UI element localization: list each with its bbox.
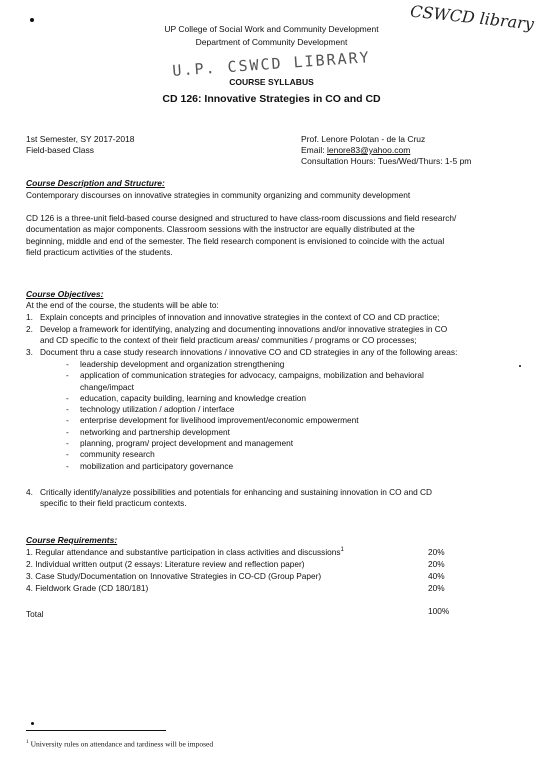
description-paragraph	[26, 213, 522, 258]
handwritten-note: CSWCD library	[409, 1, 535, 34]
semester: 1st Semester, SY 2017-2018	[26, 134, 135, 144]
list-item: - mobilization and participatory governance	[66, 461, 506, 472]
footnote-divider	[26, 730, 166, 731]
list-item: - leadership development and organization strengthening	[66, 359, 506, 370]
area-text: networking and partnership development	[80, 426, 230, 437]
footnote-number: 1	[26, 739, 29, 745]
objective-text: Develop a framework for identifying, analyzing and documenting innovations and/or innovative strategies in CO	[40, 324, 448, 334]
objective-number: 2.	[26, 324, 33, 334]
objectives-heading: Course Objectives:	[26, 289, 104, 299]
objective-number: 1.	[26, 312, 33, 322]
description-line: Contemporary discourses on innovative strategies in community organizing and community development	[26, 190, 411, 200]
professor-name: Prof. Lenore Polotan - de la Cruz	[301, 134, 426, 144]
requirement-label: 1. Regular attendance and substantive participation in class activities and discussions$^1$	[26, 547, 344, 557]
objective-text: Critically identify/analyze possibilities and potentials for enhancing and sustaining innovation in CO and CD	[40, 487, 433, 497]
requirement-percent: 20%	[428, 583, 445, 593]
college-name: UP College of Social Work and Community Development	[164, 24, 379, 34]
syllabus-label: COURSE SYLLABUS	[229, 77, 314, 87]
footnote-text: University rules on attendance and tardiness will be imposed	[30, 739, 214, 749]
description-paragraph-line: beginning, middle and end of the semester. The field research component is envisioned to coincide with the actual	[26, 235, 445, 246]
description-heading: Course Description and Structure:	[26, 178, 165, 188]
course-title: CD 126: Innovative Strategies in CO and CD	[162, 93, 381, 105]
scan-speck	[519, 365, 521, 367]
area-text: application of communication strategies for advocacy, campaigns, mobilization and behavioral	[80, 370, 424, 381]
objective-text: specific to their field practicum contexts.	[40, 498, 187, 509]
description-paragraph-line: documentation as major components. Classroom sessions with the instructor are equally distributed at the	[26, 224, 415, 235]
objective-number: 4.	[26, 487, 33, 497]
scan-speck	[31, 722, 34, 725]
footnote-ref: 1	[340, 547, 344, 554]
list-item: - community research	[66, 449, 506, 460]
objective-number: 3.	[26, 347, 33, 357]
area-text: community research	[80, 449, 155, 460]
area-text: change/impact	[80, 381, 134, 392]
total-percent: 100%	[428, 606, 450, 616]
area-text: leadership development and organization strengthening	[80, 359, 285, 369]
area-text: technology utilization / adoption / interface	[80, 404, 235, 415]
consultation-hours: Consultation Hours: Tues/Wed/Thurs: 1-5 pm	[301, 156, 472, 166]
objective-item	[26, 324, 526, 347]
class-type: Field-based Class	[26, 145, 95, 155]
list-item: - planning, program/ project development and management	[66, 438, 506, 449]
list-item: - application of communication strategies for advocacy, campaigns, mobilization and behavioral change/impact	[66, 370, 506, 393]
requirement-percent: 20%	[428, 547, 445, 557]
objective-item	[26, 312, 526, 323]
list-item: - education, capacity building, learning and knowledge creation	[66, 393, 506, 404]
requirement-percent: 40%	[428, 571, 445, 581]
email-line	[301, 145, 410, 157]
objective-item	[26, 487, 526, 510]
area-text: planning, program/ project development and management	[80, 438, 294, 449]
list-item: - networking and partnership development	[66, 427, 506, 438]
library-stamp: U.P. CSWCD LIBRARY	[171, 48, 372, 80]
description-paragraph-line: CD 126 is a three-unit field-based course designed and structured to have class-room discussions and field research/	[26, 213, 457, 223]
area-text: education, capacity building, learning and knowledge creation	[80, 392, 307, 403]
objective-text: Document thru a case study research innovations / innovative CO and CD strategies in any of the following areas:	[40, 347, 458, 357]
requirement-label: 4. Fieldwork Grade (CD 180/181)	[26, 583, 149, 593]
requirement-label: 2. Individual written output (2 essays: Literature review and reflection paper)	[26, 559, 305, 569]
description-paragraph-line: field practicum activities of the students.	[26, 246, 173, 257]
objective-areas-list	[66, 359, 506, 472]
footnote	[26, 739, 213, 749]
requirement-label: 3. Case Study/Documentation on Innovative Strategies in CO-CD (Group Paper)	[26, 571, 322, 581]
objectives-intro: At the end of the course, the students will be able to:	[26, 300, 219, 310]
area-text: mobilization and participatory governance	[80, 460, 234, 471]
requirements-heading: Course Requirements:	[26, 535, 118, 545]
email-link[interactable]: lenore83@yahoo.com	[326, 145, 411, 155]
objective-text: Explain concepts and principles of innovation and innovative strategies in the context of CO and CD practice;	[40, 312, 440, 322]
requirement-percent: 20%	[428, 559, 445, 569]
objective-text: and CD specific to the context of their field practicum areas/ communities / programs or CO processes;	[40, 335, 417, 346]
objective-item	[26, 347, 526, 358]
department-name: Department of Community Development	[195, 37, 348, 47]
total-label: Total	[26, 609, 44, 619]
scan-speck	[30, 18, 34, 22]
email-label: Email:	[301, 145, 327, 155]
list-item: - enterprise development for livelihood improvement/economic empowerment	[66, 415, 506, 426]
area-text: enterprise development for livelihood improvement/economic empowerment	[80, 415, 359, 426]
list-item: - technology utilization / adoption / interface	[66, 404, 506, 415]
